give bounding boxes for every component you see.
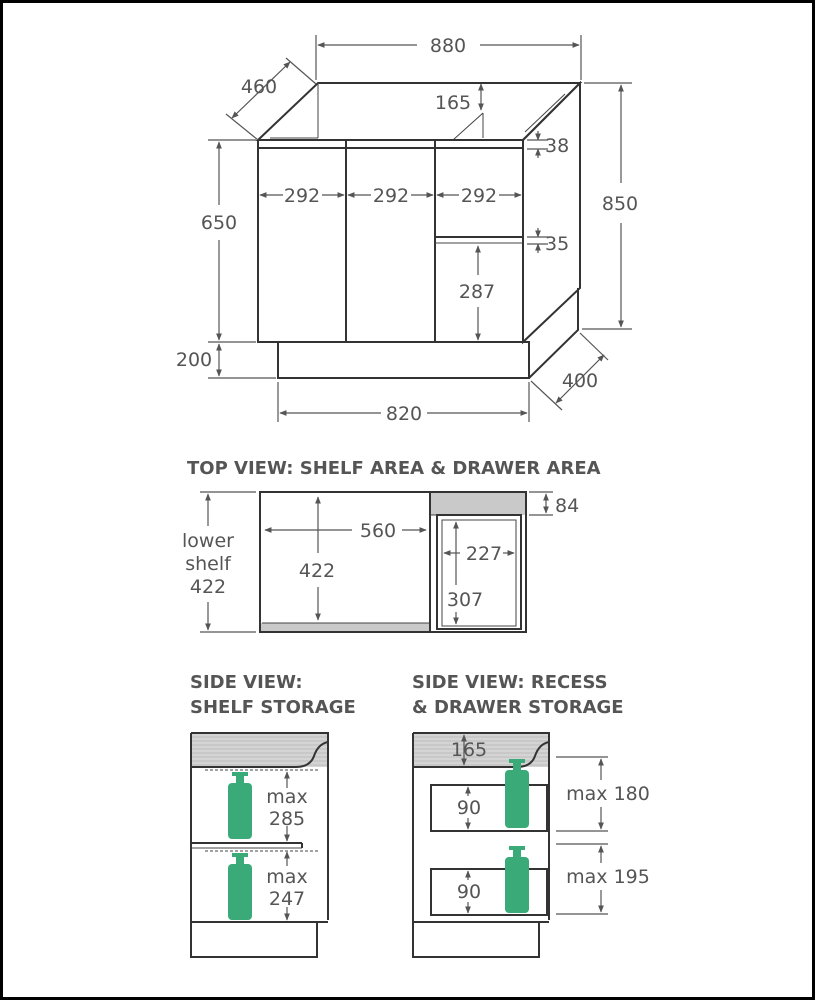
depth-460-label: 460 [240,76,278,98]
drawer-227-label: 227 [465,543,503,565]
shelf-422-label: 422 [298,560,336,582]
side-recess-heading-2: & DRAWER STORAGE [412,697,624,718]
cabinet-kick [278,342,529,378]
max-195-label: max 195 [566,866,650,888]
height-850-label: 850 [601,193,639,215]
top-view-heading: TOP VIEW: SHELF AREA & DRAWER AREA [187,458,601,479]
side-shelf-heading-2: SHELF STORAGE [190,697,356,718]
drawer-rail-35-label: 35 [545,233,570,255]
bottle-icon [228,853,252,920]
upper-max-label: max [266,786,308,808]
cabinet-body-front [258,140,523,342]
side-recess-heading-1: SIDE VIEW: RECESS [412,672,608,693]
door-2-width-label: 292 [372,185,410,207]
drawer-1-90-label: 90 [456,797,482,819]
side-recess-view [413,733,650,957]
lower-shelf-label-1: lower [182,530,234,552]
door-1-width-label: 292 [283,185,321,207]
drawer-2-90-label: 90 [456,881,482,903]
max-180-label: max 180 [566,783,650,805]
lower-shelf-label-2: shelf [185,553,231,575]
cabinet-side-panel [523,83,580,342]
recess-165-side-label: 165 [450,739,488,761]
shelf-560-label: 560 [359,520,397,542]
drawer-307-label: 307 [446,589,484,611]
lower-max-value: 247 [268,888,306,910]
kick-200-label: 200 [175,349,213,371]
drawer-287-label: 287 [458,281,496,303]
upper-max-value: 285 [268,808,306,830]
width-880-label: 880 [429,35,467,57]
rear-gap-84-label: 84 [555,495,580,517]
bottle-icon [505,846,529,913]
lower-shelf-value: 422 [189,576,227,598]
lower-max-label: max [266,866,308,888]
door-3-width-label: 292 [460,185,498,207]
kick-820-label: 820 [385,403,423,425]
side-shelf-view [191,733,328,957]
kick-400-label: 400 [561,370,599,392]
recess-165-label: 165 [434,92,472,114]
side-shelf-heading-1: SIDE VIEW: [190,672,303,693]
bottle-icon [228,772,252,839]
cabinet-front-view [258,83,580,378]
body-650-label: 650 [200,212,238,234]
top-rail-38-label: 38 [545,135,570,157]
bottle-icon [505,759,529,828]
